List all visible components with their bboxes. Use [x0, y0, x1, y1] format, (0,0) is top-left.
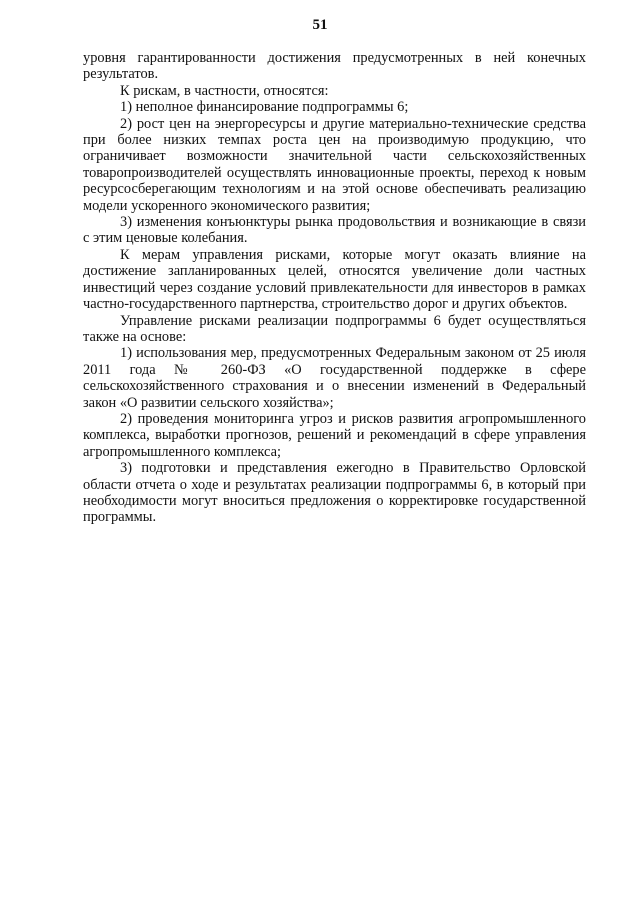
page-number: 51 — [312, 17, 328, 33]
paragraph-basis-1: 1) использования мер, предусмотренных Федеральным законом от 25 июля 2011 года № 260-ФЗ «О государственной поддержке в сфере сельскохозяйственного страхования и о внесении изменений в Федеральный закон «О развитии сельского хозяйства»; — [83, 345, 586, 411]
paragraph-risks-intro: К рискам, в частности, относятся: — [120, 82, 329, 99]
paragraph-basis-3: 3) подготовки и представления ежегодно в Правительство Орловской области отчета о ходе и результатах реализации подпрограммы 6, в который при необходимости могут вноситься предложения о корректировке государственной программы. — [83, 460, 586, 526]
paragraph-basis-2: 2) проведения мониторинга угроз и рисков развития агропромышленного комплекса, выработки прогнозов, решений и рекомендаций в сфере управления агропромышленного комплекса; — [83, 410, 586, 460]
paragraph-continuation: уровня гарантированности достижения предусмотренных в ней конечных результатов. — [83, 50, 586, 83]
paragraph-risk-1: 1) неполное финансирование подпрограммы 6; — [120, 99, 409, 116]
paragraph-risk-2: 2) рост цен на энергоресурсы и другие материально-технические средства при более низких темпах роста цен на производимую продукцию, что ограничивает возможности значительной части сельскохозяйственных товаропроизводителей осуществлять инновационные проекты, переход к новым ресурсосберегающим технологиям и на этой основе обеспечивать реализацию модели ускоренного экономического развития; — [83, 115, 586, 214]
paragraph-risk-measures: К мерам управления рисками, которые могут оказать влияние на достижение запланированных целей, относятся увеличение доли частных инвестиций через создание условий привлекательности для инвесторов в рамках частно-государственного партнерства, строительство дорог и других объектов. — [83, 246, 586, 313]
paragraph-risk-management-intro: Управление рисками реализации подпрограммы 6 будет осуществляться также на основе: — [83, 312, 586, 345]
body-text — [83, 50, 586, 526]
paragraph-risk-3: 3) изменения конъюнктуры рынка продовольствия и возникающие в связи с этим ценовые колебания. — [83, 214, 586, 247]
